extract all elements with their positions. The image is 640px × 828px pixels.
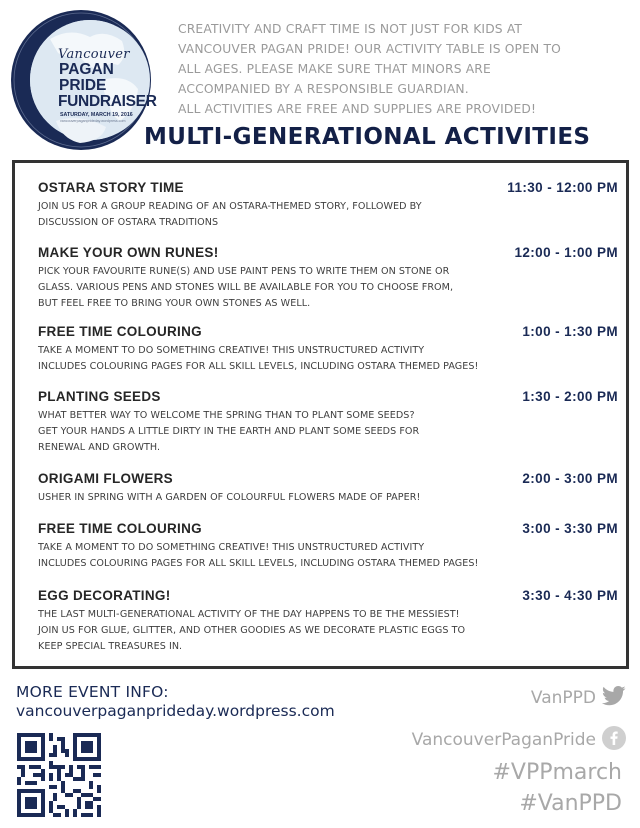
facebook-page[interactable]: [412, 726, 626, 754]
logo-url: vancouverpaganprideday.wordpress.com: [60, 119, 126, 123]
qr-code-icon[interactable]: [17, 733, 101, 817]
desc-line: USHER IN SPRING WITH A GARDEN OF COLOURFUL FLOWERS MADE OF PAPER!: [38, 492, 421, 503]
desc-line: THE LAST MULTI-GENERATIONAL ACTIVITY OF THE DAY HAPPENS TO BE THE MESSIEST!: [38, 609, 460, 620]
event-website-link[interactable]: vancouverpaganprideday.wordpress.com: [16, 702, 335, 720]
desc-line: BUT FEEL FREE TO BRING YOUR OWN STONES AS WELL.: [38, 298, 311, 309]
hashtag-vppmarch[interactable]: #VPPmarch: [492, 760, 622, 785]
logo-fundraiser-text: FUNDRAISER: [58, 93, 157, 110]
desc-line: RENEWAL AND GROWTH.: [38, 442, 161, 453]
desc-line: JOIN US FOR GLUE, GLITTER, AND OTHER GOODIES AS WE DECORATE PLASTIC EGGS TO: [38, 625, 466, 636]
activity-name: EGG DECORATING!: [38, 588, 171, 603]
activity-name: FREE TIME COLOURING: [38, 324, 202, 339]
activity-description: [38, 607, 538, 655]
intro-line: ACCOMPANIED BY A RESPONSIBLE GUARDIAN.: [178, 82, 469, 96]
intro-line: CREATIVITY AND CRAFT TIME IS NOT JUST FOR KIDS AT: [178, 22, 523, 36]
activity-description: [38, 264, 538, 312]
desc-line: TAKE A MOMENT TO DO SOMETHING CREATIVE! THIS UNSTRUCTURED ACTIVITY: [38, 345, 425, 356]
activity-description: [38, 199, 538, 231]
activity-description: [38, 540, 538, 572]
logo-pagan-text: PAGAN: [59, 61, 114, 78]
activity-time: 3:30 - 4:30 PM: [522, 588, 618, 603]
activity-description: [38, 408, 538, 456]
desc-line: JOIN US FOR A GROUP READING OF AN OSTARA-THEMED STORY, FOLLOWED BY: [38, 201, 422, 212]
twitter-handle-text: VanPPD: [530, 688, 596, 708]
hashtag-vanppd[interactable]: #VanPPD: [519, 791, 622, 816]
intro-line: ALL ACTIVITIES ARE FREE AND SUPPLIES ARE PROVIDED!: [178, 102, 537, 116]
fundraiser-logo: [10, 9, 157, 151]
activity-time: 11:30 - 12:00 PM: [507, 180, 618, 195]
desc-line: INCLUDES COLOURING PAGES FOR ALL SKILL LEVELS, INCLUDING OSTARA THEMED PAGES!: [38, 558, 479, 569]
desc-line: WHAT BETTER WAY TO WELCOME THE SPRING THAN TO PLANT SOME SEEDS?: [38, 410, 415, 421]
activity-name: FREE TIME COLOURING: [38, 521, 202, 536]
intro-line: VANCOUVER PAGAN PRIDE! OUR ACTIVITY TABLE IS OPEN TO: [178, 42, 561, 56]
activity-time: 3:00 - 3:30 PM: [522, 521, 618, 536]
activity-description: [38, 343, 538, 375]
facebook-page-text: VancouverPaganPride: [411, 730, 596, 750]
desc-line: PICK YOUR FAVOURITE RUNE(S) AND USE PAINT PENS TO WRITE THEM ON STONE OR: [38, 266, 450, 277]
twitter-handle[interactable]: [531, 686, 626, 710]
activity-schedule: [12, 160, 629, 669]
more-info-label: MORE EVENT INFO:: [16, 683, 169, 701]
activity-time: 1:00 - 1:30 PM: [522, 324, 618, 339]
desc-line: GLASS. VARIOUS PENS AND STONES WILL BE AVAILABLE FOR YOU TO CHOOSE FROM,: [38, 282, 454, 293]
desc-line: DISCUSSION OF OSTARA TRADITIONS: [38, 217, 219, 228]
intro-line: ALL AGES. PLEASE MAKE SURE THAT MINORS ARE: [178, 62, 491, 76]
logo-pride-text: PRIDE: [59, 77, 107, 94]
logo-date: SATURDAY, MARCH 19, 2016: [60, 112, 133, 118]
desc-line: TAKE A MOMENT TO DO SOMETHING CREATIVE! THIS UNSTRUCTURED ACTIVITY: [38, 542, 425, 553]
activity-name: MAKE YOUR OWN RUNES!: [38, 245, 219, 260]
activity-name: PLANTING SEEDS: [38, 389, 161, 404]
desc-line: INCLUDES COLOURING PAGES FOR ALL SKILL LEVELS, INCLUDING OSTARA THEMED PAGES!: [38, 361, 479, 372]
activity-time: 12:00 - 1:00 PM: [514, 245, 618, 260]
activity-time: 1:30 - 2:00 PM: [522, 389, 618, 404]
activity-description: [38, 490, 538, 506]
facebook-icon: [602, 726, 626, 754]
page-title: MULTI-GENERATIONAL ACTIVITIES: [144, 124, 591, 150]
activity-name: OSTARA STORY TIME: [38, 180, 184, 195]
desc-line: GET YOUR HANDS A LITTLE DIRTY IN THE EARTH AND PLANT SOME SEEDS FOR: [38, 426, 420, 437]
activity-time: 2:00 - 3:00 PM: [522, 471, 618, 486]
twitter-bird-icon: [602, 686, 626, 710]
activity-name: ORIGAMI FLOWERS: [38, 471, 173, 486]
intro-paragraph: [178, 19, 628, 119]
desc-line: KEEP SPECIAL TREASURES IN.: [38, 641, 183, 652]
more-event-info: [16, 683, 335, 721]
logo-vancouver-text: Vancouver: [58, 47, 130, 62]
